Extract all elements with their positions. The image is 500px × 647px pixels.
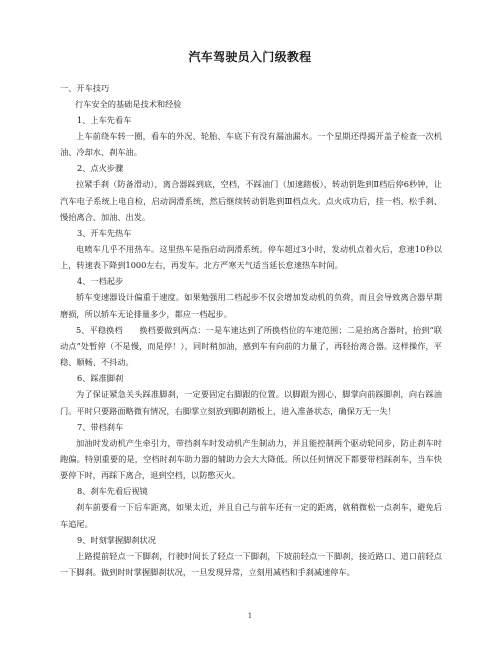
item-heading: 3、开车先热车 [77,228,132,239]
item-heading: 2、点火步骤 [77,163,124,174]
item-heading: 8、刹车先看后视镜 [77,486,148,497]
item-text: 加油时发动机产生牵引力，带挡刹车时发动机产生制动力，并且能控制两个驱动轮同步，防止刹车时跑偏。特别重要的是，空档时刹车助力器的辅助力会大大降低。所以任何情况下都要带档踩刹车，当车快要停下时，再踩下离合，退到空档，以防憋灭火。 [60,437,442,481]
item-heading: 6、踩准脚刹 [77,373,124,384]
item-text: 轿车变速器设计偏重于速度。如果勉强用二档起步不仅会增加发动机的负荷，而且会导致离合器早期磨损，所以轿车无论排量多少，都应一档起步。 [60,292,442,319]
subheading: 行车安全的基础是技术和经验 [75,99,182,109]
page-number: 1 [247,612,253,620]
item-text: 刹车前要看一下后车距离，如果太近，并且自己与前车还有一定的距离，就稍微松一点刹车，避免后车追尾。 [60,502,442,529]
document-title: 汽车驾驶员入门级教程 [188,50,312,64]
item-heading-inline: 5、平稳换档 换档要做到两点：一是车速达到了所换档位的车速范围；二是抬离合器时，抬到“联动点”处暂停（不是慢，而是停！），同时稍加油，感到车有向前的力量了，再轻抬离合器。这样操作，平稳、顺畅、不抖动。 [60,324,442,368]
item-text: 电喷车几乎不用热车。这里热车是指启动润滑系统。停车超过3小时，发动机点着火后，怠速10秒以上，转速表下降到1000左右，再发车。北方严寒天气适当延长怠速热车时间。 [60,244,442,271]
item-text: 上路提前轻点一下脚刹，行驶时间长了轻点一下脚刹，下坡前轻点一下脚刹，接近路口、道口前轻点一下脚刹。做到时时掌握脚刹状况，一旦发现异常，立刻用减档和手刹减速停车。 [60,550,442,578]
item-heading: 9、时刻掌握脚刹状况 [77,534,156,545]
document-body [60,80,442,580]
item-text: 拉紧手刹（防备滑动），离合器踩到底，空档，不踩油门（加速踏板），转动钥匙到Ⅱ档后停6秒钟，让汽车电子系统上电自检，启动润滑系统，然后继续转动钥匙到Ⅲ档点火。点火成功后，挂一档、松手刹、慢抬离合、加油、出发。 [60,179,442,222]
item-heading: 4、一档起步 [77,276,124,287]
section-heading: 一、开车技巧 [60,83,110,93]
item-text: 上车前绕车转一圈，看车的外况、轮胎、车底下有没有漏油漏水。一个星期还得揭开盖子检查一次机油、冷却水、刹车油。 [60,131,442,158]
item-heading: 7、带档刹车 [77,421,124,432]
item-heading: 1、上车先看车 [77,115,132,125]
item-text: 为了保证紧急关头踩准脚刹，一定要固定右脚跟的位置。以脚跟为圆心，脚掌向前踩脚刹，向右踩油门。平时只要路面略微有情况，右脚掌立刻放到脚刹踏板上，进入准备状态，确保万无一失！ [60,389,442,416]
